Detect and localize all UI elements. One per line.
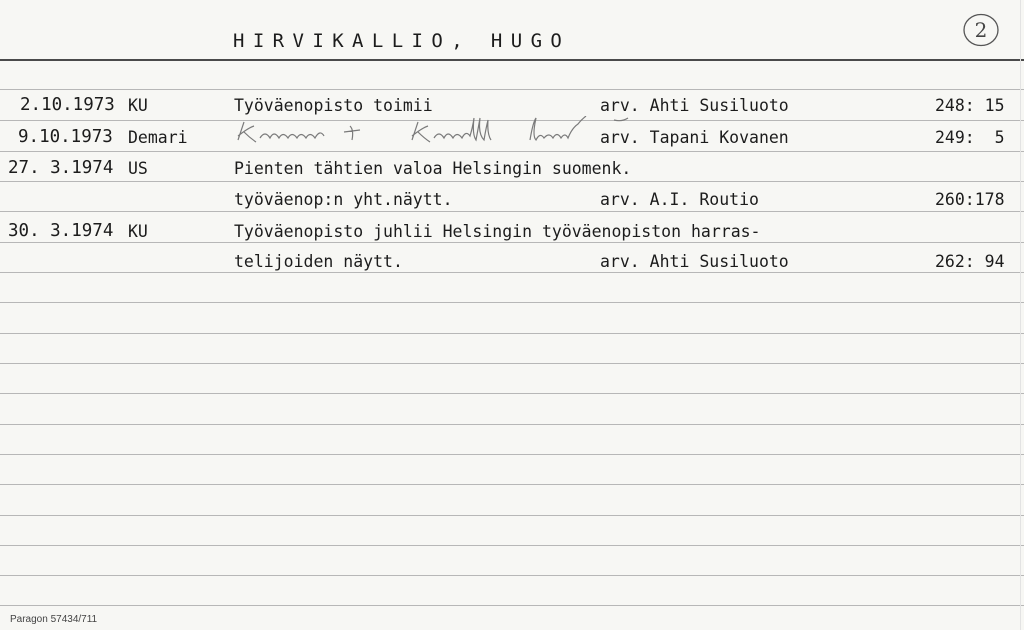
ruled-line: [0, 363, 1024, 364]
ruled-line: [0, 454, 1024, 455]
entry-source: KU: [128, 96, 148, 115]
ruled-line: [0, 272, 1024, 273]
entry-date: 9.10.1973: [18, 127, 113, 147]
header-rule: [0, 59, 1024, 61]
printer-imprint: Paragon 57434/711: [10, 614, 98, 625]
ruled-line: [0, 211, 1024, 212]
entry-source: US: [128, 159, 148, 178]
entry-date: 2.10.1973: [20, 95, 115, 115]
ruled-line: [0, 515, 1024, 516]
card-number-badge: [961, 11, 1001, 49]
person-name: HIRVIKALLIO, HUGO: [233, 30, 571, 52]
entry-ref: 249: 5: [935, 128, 1005, 147]
ruled-line: [0, 333, 1024, 334]
entry-source: Demari: [128, 128, 188, 147]
entry-title: Työväenopisto juhlii Helsingin työväenopiston harras-: [234, 222, 761, 241]
ruled-line: [0, 89, 1024, 90]
entry-title: työväenop:n yht.näytt.: [234, 190, 453, 209]
handwritten-title: [234, 116, 644, 150]
ruled-line: [0, 605, 1024, 606]
entry-title: Työväenopisto toimii: [234, 96, 433, 115]
ruled-line: [0, 181, 1024, 182]
entry-ref: 260:178: [935, 190, 1005, 209]
card-edge: [1020, 0, 1021, 630]
ruled-line: [0, 242, 1024, 243]
ruled-line: [0, 575, 1024, 576]
ruled-line: [0, 151, 1024, 152]
ruled-line: [0, 545, 1024, 546]
ruled-line: [0, 484, 1024, 485]
entry-reviewer: arv. A.I. Routio: [600, 190, 759, 209]
entry-reviewer: arv. Ahti Susiluoto: [600, 252, 789, 271]
entry-source: KU: [128, 222, 148, 241]
entry-reviewer: arv. Tapani Kovanen: [600, 128, 789, 147]
entry-title: telijoiden näytt.: [234, 252, 403, 271]
entry-ref: 262: 94: [935, 252, 1005, 271]
entry-ref: 248: 15: [935, 96, 1005, 115]
entry-date: 27. 3.1974: [8, 158, 114, 178]
ruled-line: [0, 393, 1024, 394]
circle-icon: [961, 11, 1001, 49]
entry-title: Pienten tähtien valoa Helsingin suomenk.: [234, 159, 632, 178]
card-number: 2: [974, 18, 988, 42]
ruled-line: [0, 302, 1024, 303]
ruled-line: [0, 424, 1024, 425]
entry-reviewer: arv. Ahti Susiluoto: [600, 96, 789, 115]
entry-date: 30. 3.1974: [8, 221, 114, 241]
